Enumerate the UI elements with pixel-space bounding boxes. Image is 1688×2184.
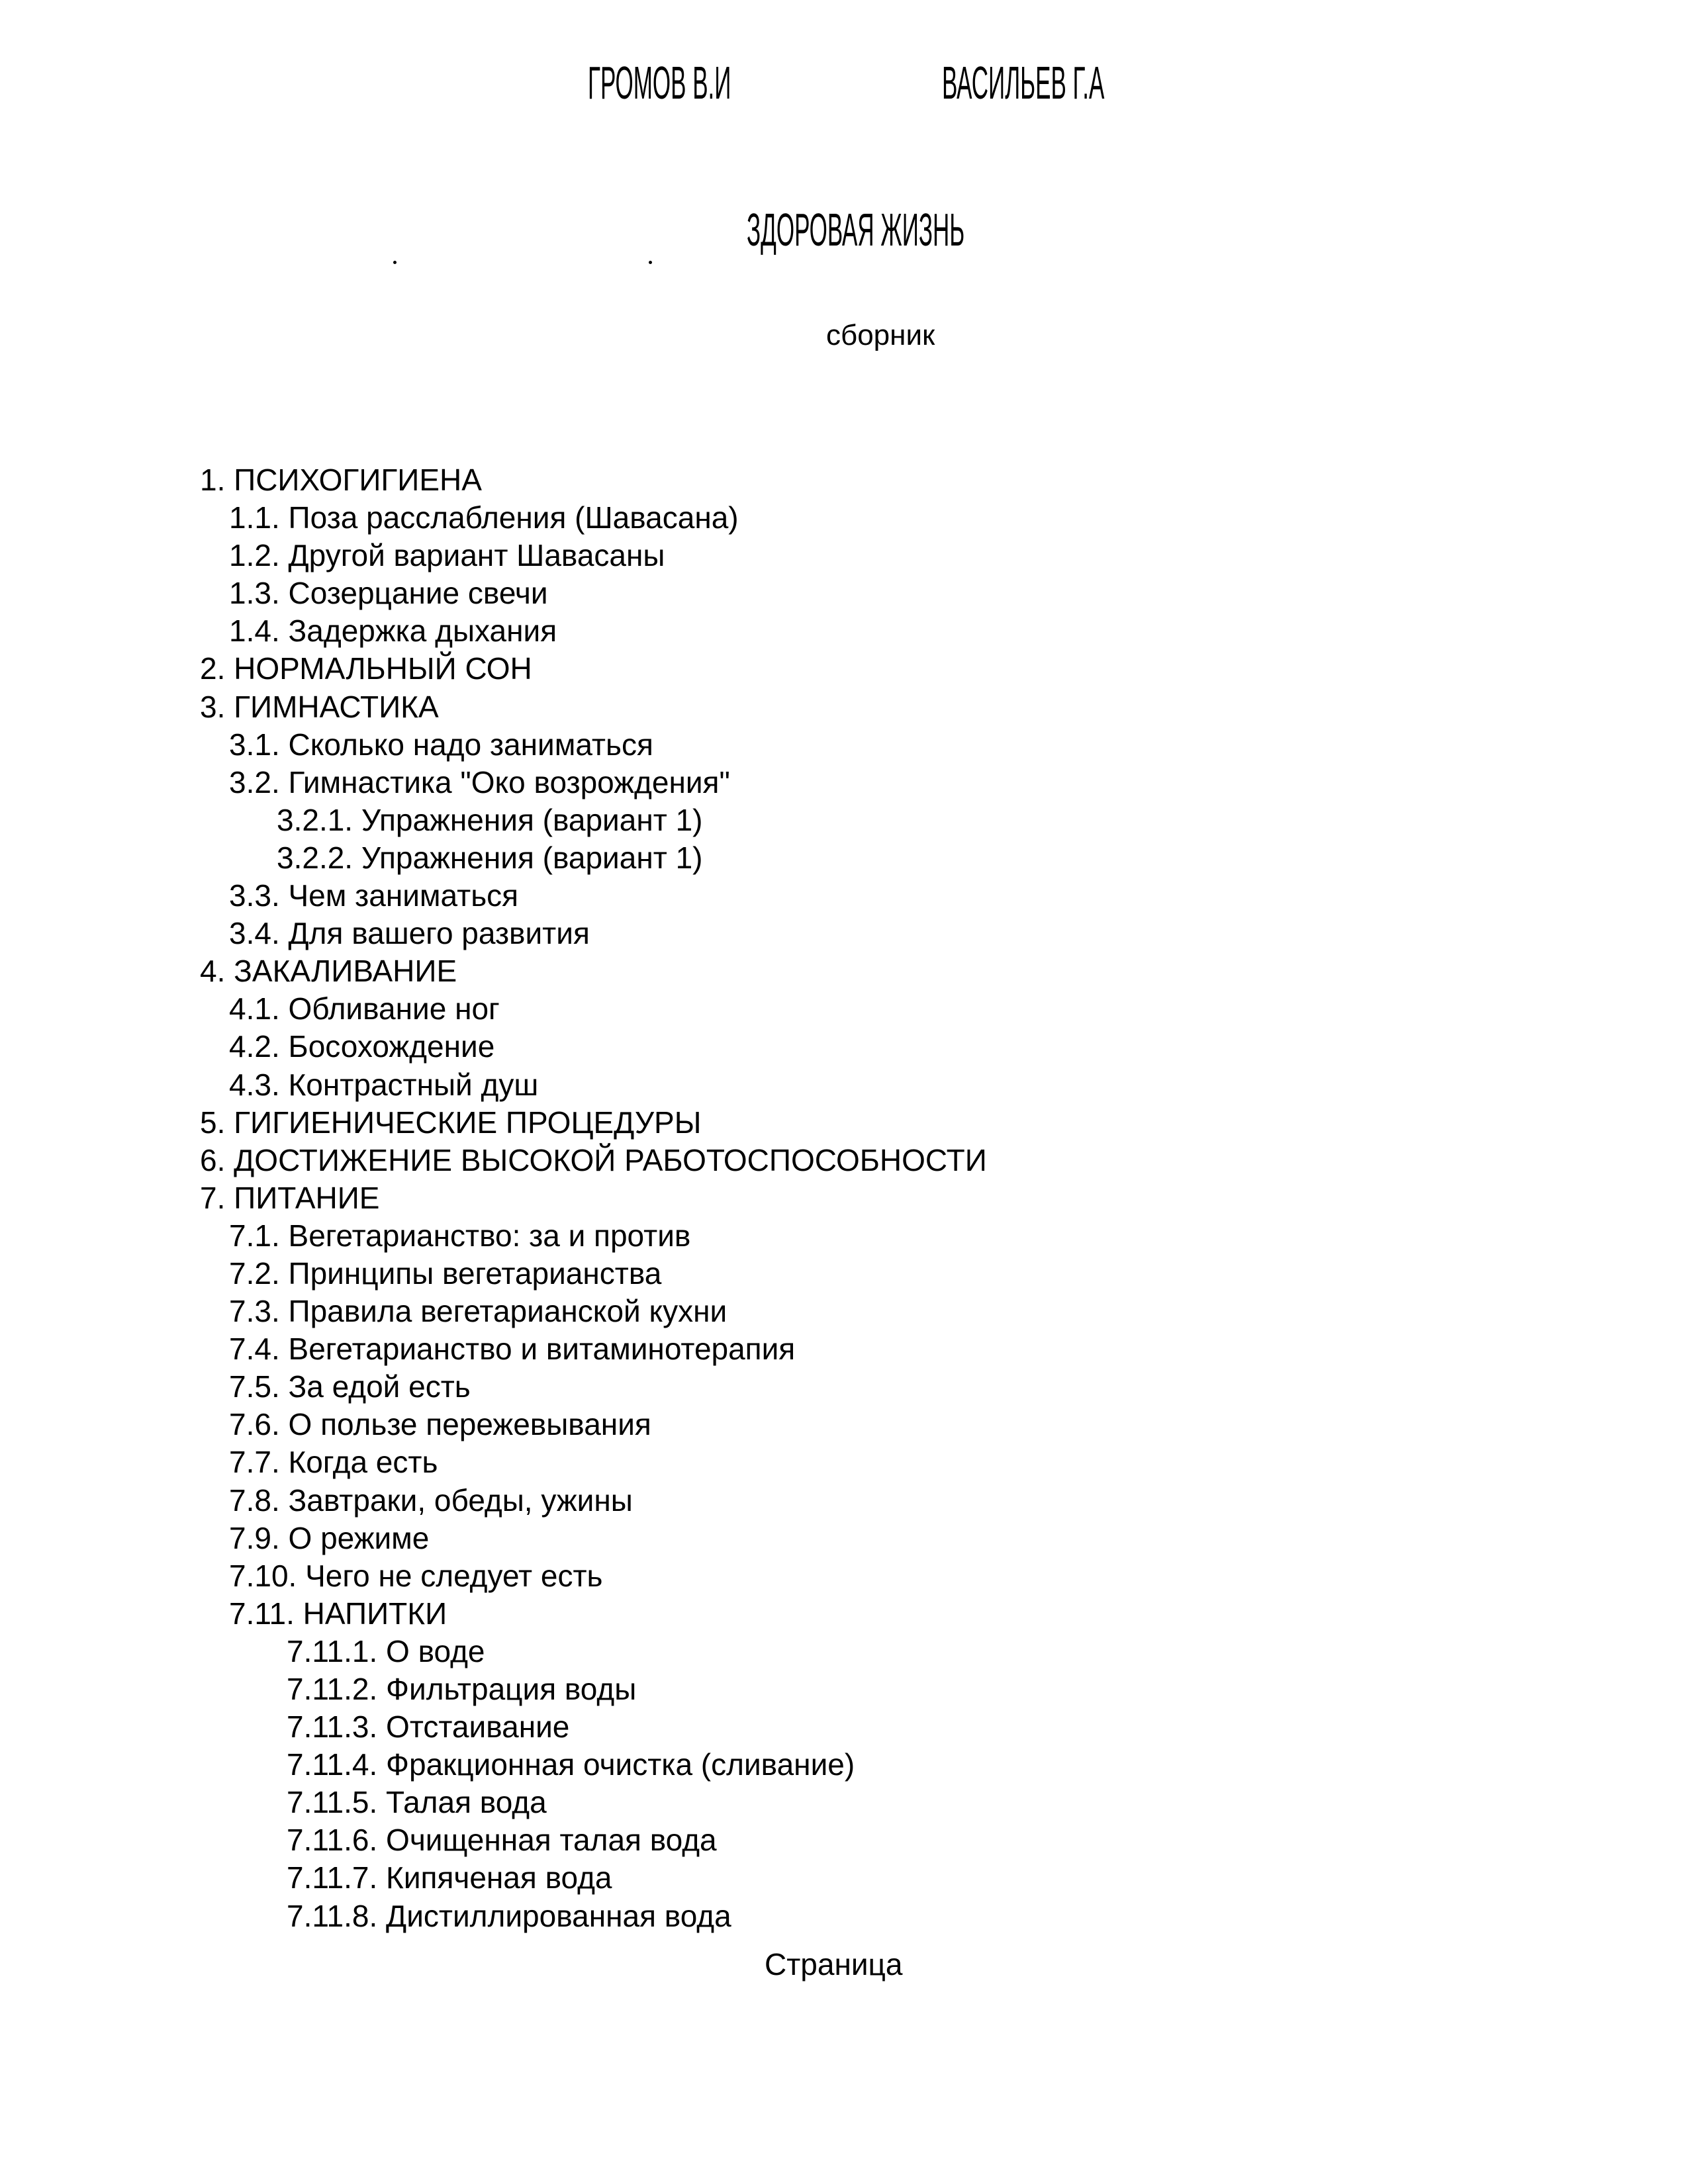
author-name: ВАСИЛЬЕВ Г.А — [942, 57, 1105, 109]
toc-entry[interactable]: 4.2. Босохождение — [229, 1029, 495, 1064]
toc-entry[interactable]: 3.2.1. Упражнения (вариант 1) — [277, 802, 703, 837]
toc-entry[interactable]: 1.2. Другой вариант Шавасаны — [229, 538, 665, 573]
toc-entry[interactable]: 1.3. Созерцание свечи — [229, 576, 548, 611]
toc-entry[interactable]: 3.1. Сколько надо заниматься — [229, 727, 653, 762]
toc-entry[interactable]: 7.11.5. Талая вода — [287, 1785, 547, 1820]
table-of-contents — [0, 461, 1688, 1935]
dot-mark — [649, 261, 652, 264]
toc-entry[interactable]: 7.7. Когда есть — [229, 1445, 438, 1480]
book-title: ЗДОРОВАЯ ЖИЗНЬ — [747, 204, 965, 255]
toc-entry[interactable]: 7.11.7. Кипяченая вода — [287, 1860, 612, 1895]
toc-entry[interactable]: 7.2. Принципы вегетарианства — [229, 1255, 662, 1291]
toc-entry[interactable]: 4.3. Контрастный душ — [229, 1067, 539, 1102]
toc-entry[interactable]: 2. НОРМАЛЬНЫЙ СОН — [200, 651, 532, 686]
toc-entry[interactable]: 3.2. Гимнастика "Око возрождения" — [229, 764, 730, 799]
toc-entry[interactable]: 7.11.3. Отстаивание — [287, 1709, 570, 1745]
toc-entry[interactable]: 7.10. Чего не следует есть — [229, 1558, 603, 1593]
toc-entry[interactable]: 7.9. О режиме — [229, 1520, 430, 1555]
author-name: ГРОМОВ В.И — [588, 57, 731, 109]
toc-entry[interactable]: 6. ДОСТИЖЕНИЕ ВЫСОКОЙ РАБОТОСПОСОБНОСТИ — [200, 1142, 987, 1177]
toc-entry[interactable]: 7.5. За едой есть — [229, 1369, 471, 1404]
toc-entry[interactable]: 7.4. Вегетарианство и витаминотерапия — [229, 1332, 796, 1367]
toc-entry[interactable]: 7.11. НАПИТКИ — [229, 1596, 447, 1631]
toc-entry[interactable]: 7.11.2. Фильтрация воды — [287, 1672, 637, 1706]
toc-entry[interactable]: 7.3. Правила вегетарианской кухни — [229, 1294, 727, 1329]
toc-entry[interactable]: 3. ГИМНАСТИКА — [200, 689, 439, 724]
toc-entry[interactable]: 3.2.2. Упражнения (вариант 1) — [277, 840, 703, 875]
toc-entry[interactable]: 1.4. Задержка дыхания — [229, 614, 557, 649]
book-subtitle: сборник — [826, 319, 935, 351]
toc-entry[interactable]: 3.3. Чем заниматься — [229, 878, 519, 913]
toc-entry[interactable]: 3.4. Для вашего развития — [229, 916, 590, 951]
toc-entry[interactable]: 4.1. Обливание ног — [229, 991, 500, 1026]
toc-entry[interactable]: 7.11.4. Фракционная очистка (сливание) — [287, 1747, 855, 1782]
toc-entry[interactable]: 1.1. Поза расслабления (Шавасана) — [229, 500, 739, 535]
toc-entry[interactable]: 7.11.6. Очищенная талая вода — [287, 1823, 717, 1858]
toc-entry[interactable]: 1. ПСИХОГИГИЕНА — [200, 463, 482, 497]
toc-entry[interactable]: 4. ЗАКАЛИВАНИЕ — [200, 954, 457, 989]
toc-entry[interactable]: 7.1. Вегетарианство: за и против — [229, 1218, 691, 1253]
toc-entry[interactable]: 5. ГИГИЕНИЧЕСКИЕ ПРОЦЕДУРЫ — [200, 1105, 702, 1140]
toc-entry[interactable]: 7.11.8. Дистиллированная вода — [287, 1898, 731, 1933]
toc-entry[interactable]: 7.8. Завтраки, обеды, ужины — [229, 1482, 633, 1518]
toc-entry[interactable]: 7. ПИТАНИЕ — [200, 1180, 380, 1215]
toc-entry[interactable]: 7.6. О пользе пережевывания — [229, 1407, 651, 1442]
page-label: Страница — [765, 1947, 903, 1981]
dot-mark — [393, 261, 397, 264]
toc-entry[interactable]: 7.11.1. О воде — [287, 1633, 485, 1668]
